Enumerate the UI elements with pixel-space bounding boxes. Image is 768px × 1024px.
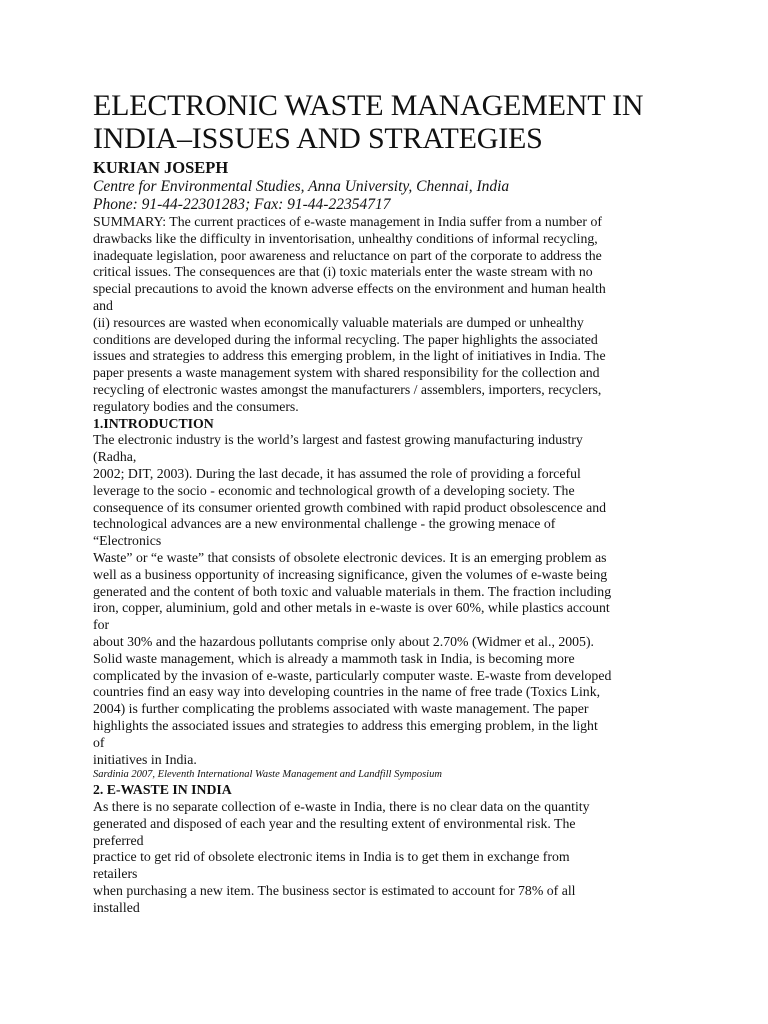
text-line: consequence of its consumer oriented growth combined with rapid product obsolescence and — [93, 499, 607, 515]
section-heading-ewaste-india: 2. E-WASTE IN INDIA — [93, 782, 232, 798]
text-line: generated and disposed of each year and the resulting extent of environmental risk. The — [93, 815, 576, 831]
text-line: Solid waste management, which is already a mammoth task in India, is becoming more — [93, 650, 575, 666]
text-line: (ii) resources are wasted when economically valuable materials are dumped or unhealthy — [93, 314, 584, 330]
section-heading-introduction: 1.INTRODUCTION — [93, 415, 214, 431]
text-line: SUMMARY: The current practices of e-waste management in India suffer from a number of — [93, 214, 602, 229]
author-name: KURIAN JOSEPH — [93, 158, 229, 177]
text-line: As there is no separate collection of e-waste in India, there is no clear data on the quantity — [93, 799, 590, 815]
text-line: preferred — [93, 832, 144, 848]
text-line: countries find an easy way into developing countries in the name of free trade (Toxics Link, — [93, 684, 601, 700]
text-line: 2004) is further complicating the problems associated with waste management. The paper — [93, 701, 589, 717]
text-line: regulatory bodies and the consumers. — [93, 398, 299, 414]
document-page — [93, 89, 678, 917]
text-line: iron, copper, aluminium, gold and other metals in e-waste is over 60%, while plastics account — [93, 600, 610, 616]
text-line: highlights the associated issues and strategies to address this emerging problem, in the light — [93, 717, 598, 733]
title-line-2: INDIA–ISSUES AND STRATEGIES — [93, 122, 543, 155]
text-line: drawbacks like the difficulty in inventorisation, unhealthy conditions of informal recycling, — [93, 230, 598, 246]
text-line: initiatives in India. — [93, 751, 197, 767]
text-line: retailers — [93, 866, 138, 882]
text-line: special precautions to avoid the known adverse effects on the environment and human health — [93, 281, 606, 297]
introduction-paragraph — [93, 432, 678, 768]
text-line: well as a business opportunity of increasing significance, given the volumes of e-waste being — [93, 566, 608, 582]
text-line: of — [93, 734, 105, 750]
text-line: inadequate legislation, poor awareness and reluctance on part of the corporate to address the — [93, 247, 602, 263]
paper-title — [93, 89, 678, 155]
ewaste-india-paragraph — [93, 799, 678, 917]
text-line: when purchasing a new item. The business sector is estimated to account for 78% of all — [93, 883, 576, 899]
summary-paragraph — [93, 214, 678, 416]
text-line: The electronic industry is the world’s largest and fastest growing manufacturing industry — [93, 432, 583, 448]
text-line: generated and the content of both toxic and valuable materials in them. The fraction including — [93, 583, 612, 599]
text-line: Waste” or “e waste” that consists of obsolete electronic devices. It is an emerging problem as — [93, 549, 607, 565]
text-line: 2002; DIT, 2003). During the last decade, it has assumed the role of providing a forceful — [93, 465, 581, 481]
text-line: paper presents a waste management system with shared responsibility for the collection and — [93, 365, 600, 381]
text-line: “Electronics — [93, 533, 162, 549]
text-line: complicated by the invasion of e-waste, particularly computer waste. E-waste from developed — [93, 667, 612, 683]
text-line: installed — [93, 899, 140, 915]
author-contact: Phone: 91-44-22301283; Fax: 91-44-22354717 — [93, 196, 391, 213]
text-line: leverage to the socio - economic and technological growth of a developing society. The — [93, 482, 575, 498]
author-affiliation: Centre for Environmental Studies, Anna University, Chennai, India — [93, 178, 510, 195]
text-line: issues and strategies to address this emerging problem, in the light of initiatives in India. The — [93, 348, 606, 364]
text-line: and — [93, 297, 113, 313]
text-line: for — [93, 617, 110, 633]
text-line: recycling of electronic wastes amongst the manufacturers / assemblers, importers, recyclers, — [93, 381, 602, 397]
conference-footer: Sardinia 2007, Eleventh International Waste Management and Landfill Symposium — [93, 769, 442, 781]
text-line: practice to get rid of obsolete electronic items in India is to get them in exchange from — [93, 849, 570, 865]
text-line: critical issues. The consequences are that (i) toxic materials enter the waste stream with no — [93, 264, 593, 280]
text-line: technological advances are a new environmental challenge - the growing menace of — [93, 516, 556, 532]
text-line: (Radha, — [93, 449, 137, 465]
title-line-1: ELECTRONIC WASTE MANAGEMENT IN — [93, 89, 644, 122]
text-line: about 30% and the hazardous pollutants comprise only about 2.70% (Widmer et al., 2005). — [93, 633, 594, 649]
text-line: conditions are developed during the informal recycling. The paper highlights the associated — [93, 331, 598, 347]
